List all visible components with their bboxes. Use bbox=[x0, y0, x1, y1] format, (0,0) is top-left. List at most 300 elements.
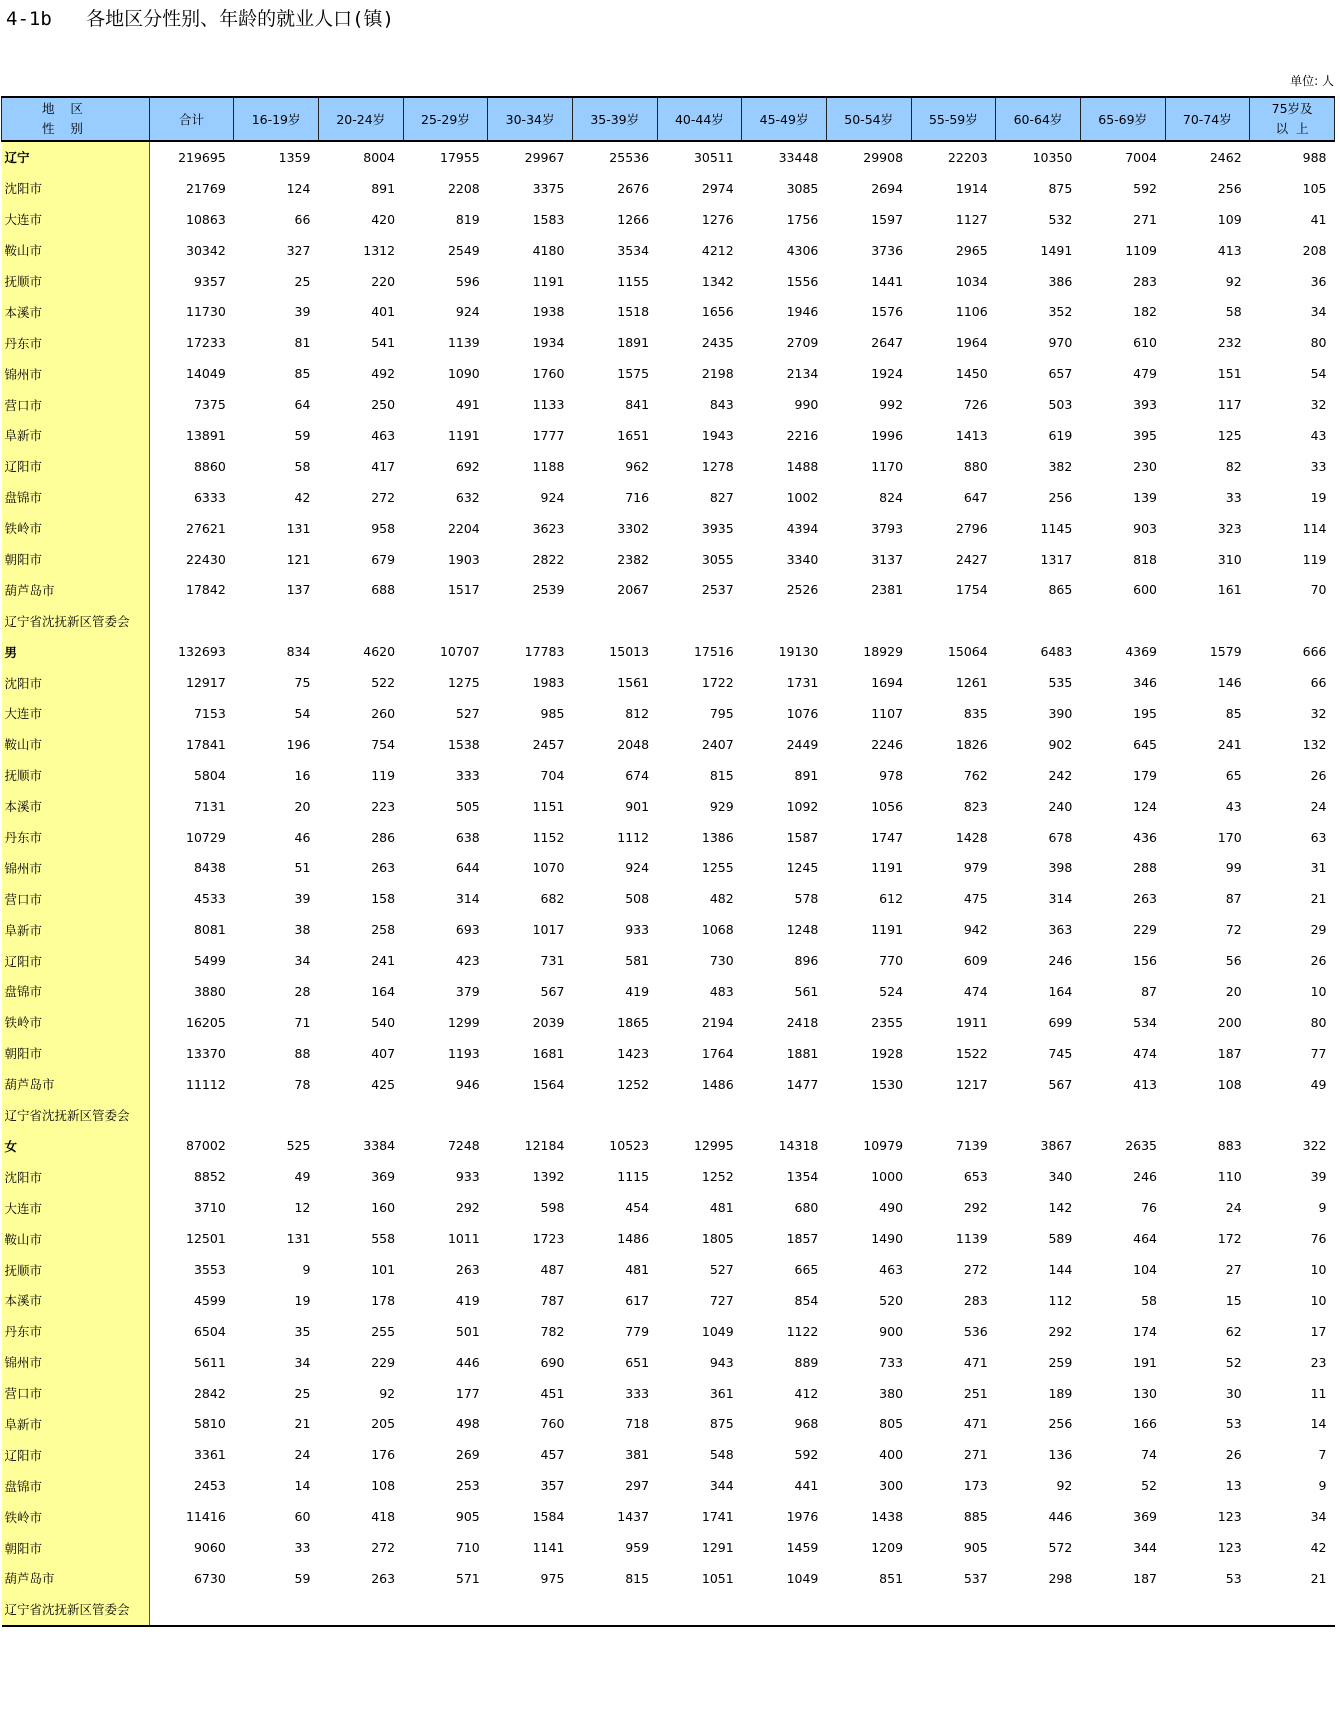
table-cell: 665 bbox=[794, 1262, 819, 1277]
table-cell: 653 bbox=[963, 1169, 988, 1185]
table-cell: 9060 bbox=[193, 1540, 226, 1556]
table-cell: 99 bbox=[1225, 860, 1242, 876]
table-cell: 177 bbox=[455, 1385, 480, 1401]
table-cell: 451 bbox=[540, 1385, 565, 1401]
table-cell: 32 bbox=[1310, 705, 1327, 721]
table-cell: 407 bbox=[371, 1045, 396, 1061]
table-cell: 730 bbox=[709, 953, 734, 969]
table-cell: 988 bbox=[1302, 149, 1327, 165]
table-row bbox=[2, 976, 1335, 1007]
table-cell: 902 bbox=[1048, 736, 1073, 752]
table-cell: 4620 bbox=[363, 644, 396, 660]
table-cell: 567 bbox=[540, 983, 565, 999]
table-cell: 1152 bbox=[532, 829, 565, 845]
table-cell: 880 bbox=[963, 458, 988, 474]
table-cell: 344 bbox=[709, 1478, 734, 1494]
region-name: 大连市 bbox=[2, 1192, 150, 1223]
table-cell: 1881 bbox=[786, 1045, 819, 1061]
table-row bbox=[2, 1532, 1335, 1563]
table-row bbox=[2, 1254, 1335, 1285]
table-cell: 1530 bbox=[871, 1076, 904, 1092]
table-cell: 26 bbox=[1225, 1447, 1242, 1463]
table-cell: 1747 bbox=[871, 829, 904, 845]
table-cell: 123 bbox=[1217, 1540, 1242, 1556]
table-cell: 70 bbox=[1310, 582, 1327, 598]
table-cell: 1017 bbox=[532, 922, 565, 938]
table-cell: 835 bbox=[963, 705, 988, 721]
table-cell: 17783 bbox=[524, 644, 565, 660]
table-cell: 272 bbox=[371, 489, 396, 505]
table-cell: 65 bbox=[1225, 767, 1242, 783]
table-cell: 812 bbox=[625, 705, 650, 721]
table-cell: 166 bbox=[1133, 1416, 1157, 1432]
table-cell: 17842 bbox=[186, 582, 226, 598]
table-cell: 1517 bbox=[447, 582, 480, 598]
table-cell: 1491 bbox=[1040, 242, 1073, 258]
table-cell: 92 bbox=[379, 1385, 396, 1401]
region-name: 女 bbox=[2, 1131, 150, 1162]
table-cell: 1068 bbox=[701, 922, 734, 938]
table-row bbox=[2, 1347, 1335, 1378]
table-cell: 942 bbox=[963, 922, 988, 938]
table-cell: 505 bbox=[455, 798, 480, 814]
table-cell: 413 bbox=[1217, 242, 1242, 258]
region-name: 鞍山市 bbox=[2, 235, 150, 266]
table-cell: 139 bbox=[1133, 489, 1157, 505]
table-cell: 985 bbox=[540, 705, 565, 721]
table-cell: 651 bbox=[625, 1354, 650, 1370]
table-cell: 10 bbox=[1310, 983, 1327, 999]
table-cell: 745 bbox=[1048, 1045, 1073, 1061]
table-cell: 1291 bbox=[701, 1540, 734, 1556]
table-cell: 195 bbox=[1133, 705, 1157, 721]
table-cell: 23 bbox=[1310, 1354, 1327, 1370]
table-cell: 60 bbox=[294, 1509, 311, 1525]
table-cell: 841 bbox=[625, 397, 650, 413]
table-cell: 762 bbox=[963, 767, 988, 783]
table-cell: 933 bbox=[455, 1169, 480, 1185]
table-cell: 146 bbox=[1217, 675, 1242, 691]
table-cell: 344 bbox=[1133, 1540, 1157, 1556]
table-cell: 419 bbox=[455, 1292, 480, 1308]
table-cell: 561 bbox=[794, 983, 819, 999]
gender-header-label: 性 别 bbox=[42, 121, 83, 136]
table-cell: 292 bbox=[963, 1200, 988, 1216]
table-cell: 1034 bbox=[955, 273, 988, 289]
table-cell: 11 bbox=[1310, 1385, 1327, 1401]
table-cell: 255 bbox=[371, 1323, 396, 1339]
table-cell: 1191 bbox=[447, 427, 480, 443]
table-cell: 1139 bbox=[955, 1231, 988, 1247]
table-cell: 1450 bbox=[955, 366, 988, 382]
table-cell: 1252 bbox=[701, 1169, 734, 1185]
table-cell bbox=[1250, 1594, 1335, 1626]
table-cell: 92 bbox=[1225, 273, 1242, 289]
table-cell: 17516 bbox=[693, 644, 734, 660]
table-cell: 1486 bbox=[701, 1076, 734, 1092]
table-cell: 610 bbox=[1133, 335, 1157, 351]
table-cell: 34 bbox=[294, 953, 311, 969]
table-cell: 3340 bbox=[786, 551, 819, 567]
region-name: 营口市 bbox=[2, 389, 150, 420]
table-cell: 124 bbox=[1133, 798, 1157, 814]
table-cell: 323 bbox=[1217, 520, 1242, 536]
table-cell: 172 bbox=[1217, 1231, 1242, 1247]
table-cell: 924 bbox=[455, 304, 480, 320]
table-cell: 2134 bbox=[786, 366, 819, 382]
table-cell: 885 bbox=[963, 1509, 988, 1525]
table-cell: 644 bbox=[455, 860, 480, 876]
table-cell: 7375 bbox=[193, 397, 226, 413]
table-cell: 333 bbox=[625, 1385, 650, 1401]
table-cell: 49 bbox=[1310, 1076, 1327, 1092]
table-cell: 1090 bbox=[447, 366, 480, 382]
table-cell: 1983 bbox=[532, 675, 565, 691]
table-cell: 52 bbox=[1225, 1354, 1242, 1370]
table-cell: 924 bbox=[540, 489, 565, 505]
table-cell: 1127 bbox=[955, 211, 988, 227]
table-cell: 297 bbox=[625, 1478, 650, 1494]
region-name: 辽宁 bbox=[2, 141, 150, 173]
table-cell: 3534 bbox=[617, 242, 650, 258]
table-cell: 41 bbox=[1310, 211, 1327, 227]
table-cell: 475 bbox=[963, 891, 988, 907]
table-cell: 2457 bbox=[532, 736, 565, 752]
table-cell bbox=[318, 605, 403, 636]
table-cell: 619 bbox=[1048, 427, 1073, 443]
table-cell: 818 bbox=[1133, 551, 1157, 567]
page-title: 4-1b 各地区分性别、年龄的就业人口(镇) bbox=[6, 8, 394, 30]
table-cell: 498 bbox=[455, 1416, 480, 1432]
table-cell: 2676 bbox=[617, 180, 650, 196]
table-cell: 110 bbox=[1217, 1169, 1242, 1185]
table-cell: 929 bbox=[709, 798, 734, 814]
table-cell: 558 bbox=[371, 1231, 396, 1247]
region-name: 抚顺市 bbox=[2, 760, 150, 791]
table-cell: 361 bbox=[709, 1385, 734, 1401]
table-cell: 710 bbox=[455, 1540, 480, 1556]
table-cell: 205 bbox=[371, 1416, 396, 1432]
table-cell: 2453 bbox=[193, 1478, 226, 1494]
region-name: 辽阳市 bbox=[2, 1439, 150, 1470]
table-cell: 121 bbox=[286, 551, 311, 567]
table-cell: 14 bbox=[1310, 1416, 1327, 1432]
region-name: 盘锦市 bbox=[2, 482, 150, 513]
table-cell: 38 bbox=[294, 922, 311, 938]
table-cell: 2449 bbox=[786, 736, 819, 752]
table-cell: 4212 bbox=[701, 242, 734, 258]
table-cell: 1777 bbox=[532, 427, 565, 443]
table-cell: 76 bbox=[1141, 1200, 1157, 1216]
table-cell: 24 bbox=[294, 1447, 311, 1463]
table-cell: 503 bbox=[1048, 397, 1073, 413]
table-cell: 1946 bbox=[786, 304, 819, 320]
table-cell: 638 bbox=[455, 829, 480, 845]
table-cell: 1587 bbox=[786, 829, 819, 845]
table-cell: 10 bbox=[1310, 1262, 1327, 1277]
table-cell: 288 bbox=[1133, 860, 1157, 876]
table-cell: 1255 bbox=[701, 860, 734, 876]
table-cell: 322 bbox=[1302, 1138, 1327, 1154]
table-cell: 1477 bbox=[786, 1076, 819, 1092]
table-cell: 827 bbox=[709, 489, 734, 505]
table-cell: 3623 bbox=[532, 520, 565, 536]
region-name: 阜新市 bbox=[2, 420, 150, 451]
table-cell: 779 bbox=[625, 1323, 650, 1339]
table-row bbox=[2, 204, 1335, 235]
table-cell: 490 bbox=[879, 1200, 904, 1216]
table-cell bbox=[1165, 605, 1250, 636]
table-cell: 527 bbox=[709, 1262, 734, 1277]
table-row bbox=[2, 1007, 1335, 1038]
table-cell: 2462 bbox=[1209, 149, 1242, 165]
table-cell: 1756 bbox=[786, 211, 819, 227]
table-cell: 26 bbox=[1310, 953, 1327, 969]
table-cell: 883 bbox=[1217, 1138, 1242, 1154]
table-cell: 1217 bbox=[955, 1076, 988, 1092]
table-row bbox=[2, 1439, 1335, 1470]
table-cell: 2427 bbox=[955, 551, 988, 567]
table-cell: 3361 bbox=[193, 1447, 226, 1463]
table-cell: 1723 bbox=[532, 1231, 565, 1247]
table-cell: 6504 bbox=[193, 1323, 226, 1339]
table-cell: 130 bbox=[1133, 1385, 1157, 1401]
table-cell: 2208 bbox=[447, 180, 480, 196]
table-cell: 731 bbox=[540, 953, 565, 969]
table-cell bbox=[572, 605, 657, 636]
table-cell: 27621 bbox=[186, 520, 226, 536]
table-cell: 230 bbox=[1133, 458, 1157, 474]
table-cell: 3880 bbox=[193, 983, 226, 999]
table-cell: 2796 bbox=[955, 520, 988, 536]
column-header-label: 以 上 bbox=[1275, 121, 1309, 136]
table-cell: 87 bbox=[1141, 983, 1157, 999]
column-header: 合计 bbox=[149, 97, 234, 141]
table-cell: 600 bbox=[1133, 582, 1157, 598]
table-cell: 92 bbox=[1056, 1478, 1073, 1494]
table-cell: 2842 bbox=[193, 1385, 226, 1401]
table-cell: 240 bbox=[1048, 798, 1073, 814]
table-cell bbox=[1250, 1100, 1335, 1131]
region-name: 朝阳市 bbox=[2, 1038, 150, 1069]
region-name: 朝阳市 bbox=[2, 544, 150, 575]
table-cell bbox=[742, 1100, 827, 1131]
region-name: 铁岭市 bbox=[2, 1501, 150, 1532]
table-cell: 3085 bbox=[786, 180, 819, 196]
region-name: 葫芦岛市 bbox=[2, 1069, 150, 1100]
table-cell bbox=[1165, 1594, 1250, 1626]
table-cell: 1193 bbox=[447, 1045, 480, 1061]
table-cell: 12917 bbox=[186, 675, 226, 691]
table-cell: 532 bbox=[1048, 211, 1073, 227]
table-cell: 1538 bbox=[447, 736, 480, 752]
table-cell: 108 bbox=[371, 1478, 396, 1494]
table-cell: 78 bbox=[294, 1076, 311, 1092]
table-cell: 1423 bbox=[617, 1045, 650, 1061]
table-cell: 82 bbox=[1225, 458, 1242, 474]
table-cell: 16205 bbox=[186, 1014, 226, 1030]
table-cell: 1583 bbox=[532, 211, 565, 227]
table-cell: 412 bbox=[794, 1385, 819, 1401]
table-cell: 1437 bbox=[617, 1509, 650, 1525]
table-cell: 310 bbox=[1217, 551, 1242, 567]
table-cell: 246 bbox=[1048, 953, 1073, 969]
table-cell: 471 bbox=[963, 1416, 988, 1432]
table-cell bbox=[911, 1594, 996, 1626]
table-row bbox=[2, 1470, 1335, 1501]
table-cell: 482 bbox=[709, 891, 734, 907]
column-header: 50-54岁 bbox=[826, 97, 911, 141]
table-row bbox=[2, 1192, 1335, 1223]
table-cell: 357 bbox=[540, 1478, 565, 1494]
table-cell: 760 bbox=[540, 1416, 565, 1432]
table-cell: 29908 bbox=[863, 149, 904, 165]
region-name: 男 bbox=[2, 636, 150, 667]
table-cell: 21 bbox=[1310, 891, 1327, 907]
table-cell: 109 bbox=[1217, 211, 1242, 227]
table-cell: 1438 bbox=[871, 1509, 904, 1525]
table-cell: 1651 bbox=[617, 427, 650, 443]
table-cell: 1826 bbox=[955, 736, 988, 752]
table-cell: 501 bbox=[455, 1323, 480, 1339]
table-cell: 1694 bbox=[871, 675, 904, 691]
table-cell: 901 bbox=[625, 798, 650, 814]
table-cell: 85 bbox=[1225, 705, 1242, 721]
column-header: 16-19岁 bbox=[234, 97, 319, 141]
table-cell: 164 bbox=[371, 983, 396, 999]
table-cell: 256 bbox=[1217, 180, 1242, 196]
table-cell: 30 bbox=[1225, 1385, 1242, 1401]
table-cell: 1996 bbox=[871, 427, 904, 443]
table-cell: 241 bbox=[371, 953, 396, 969]
region-name: 阜新市 bbox=[2, 914, 150, 945]
table-cell: 598 bbox=[540, 1200, 565, 1216]
table-cell: 492 bbox=[371, 366, 396, 382]
table-cell: 1584 bbox=[532, 1509, 565, 1525]
table-cell: 1428 bbox=[955, 829, 988, 845]
table-cell: 398 bbox=[1048, 860, 1073, 876]
table-cell bbox=[318, 1100, 403, 1131]
table-cell: 59 bbox=[294, 427, 311, 443]
table-cell: 891 bbox=[794, 767, 819, 783]
table-cell: 256 bbox=[1048, 489, 1073, 505]
table-cell: 1139 bbox=[447, 335, 480, 351]
table-cell: 679 bbox=[371, 551, 396, 567]
table-cell: 11416 bbox=[186, 1509, 226, 1525]
table-cell: 1278 bbox=[701, 458, 734, 474]
table-cell: 300 bbox=[879, 1478, 904, 1494]
table-cell: 219695 bbox=[178, 149, 226, 165]
column-header: 25-29岁 bbox=[403, 97, 488, 141]
table-cell: 3935 bbox=[701, 520, 734, 536]
table-cell: 1488 bbox=[786, 458, 819, 474]
table-cell: 352 bbox=[1048, 304, 1073, 320]
table-cell: 400 bbox=[879, 1447, 904, 1463]
table-cell: 726 bbox=[963, 397, 988, 413]
table-cell: 609 bbox=[963, 953, 988, 969]
table-row bbox=[2, 173, 1335, 204]
table-cell: 1486 bbox=[617, 1231, 650, 1247]
table-cell: 21769 bbox=[186, 180, 226, 196]
table-cell: 733 bbox=[879, 1354, 904, 1370]
table-cell: 10523 bbox=[609, 1138, 650, 1154]
table-cell: 1561 bbox=[617, 675, 650, 691]
table-cell: 2194 bbox=[701, 1014, 734, 1030]
table-row bbox=[2, 945, 1335, 976]
table-cell: 170 bbox=[1217, 829, 1242, 845]
table-cell bbox=[1250, 605, 1335, 636]
table-row bbox=[2, 266, 1335, 297]
table-cell: 63 bbox=[1310, 829, 1327, 845]
table-cell: 6483 bbox=[1040, 644, 1073, 660]
table-cell: 15064 bbox=[947, 644, 988, 660]
table-cell: 9 bbox=[1318, 1200, 1327, 1216]
table-cell: 314 bbox=[1048, 891, 1073, 907]
table-cell: 903 bbox=[1133, 520, 1157, 536]
table-row bbox=[2, 914, 1335, 945]
table-cell: 12184 bbox=[524, 1138, 565, 1154]
table-cell: 1490 bbox=[871, 1231, 904, 1247]
table-cell: 674 bbox=[625, 767, 650, 783]
table-cell bbox=[826, 605, 911, 636]
table-cell: 481 bbox=[709, 1200, 734, 1216]
table-cell: 1276 bbox=[701, 211, 734, 227]
region-name: 朝阳市 bbox=[2, 1532, 150, 1563]
table-cell: 805 bbox=[879, 1416, 904, 1432]
table-cell: 131 bbox=[286, 1231, 311, 1247]
table-cell: 782 bbox=[540, 1323, 565, 1339]
table-cell: 229 bbox=[371, 1354, 396, 1370]
table-cell: 33 bbox=[1225, 489, 1242, 505]
table-cell: 30342 bbox=[186, 242, 226, 258]
table-cell: 1092 bbox=[786, 798, 819, 814]
table-cell: 1056 bbox=[871, 798, 904, 814]
table-cell: 80 bbox=[1310, 1014, 1327, 1030]
table-cell: 1342 bbox=[701, 273, 734, 289]
table-cell: 770 bbox=[879, 953, 904, 969]
table-cell: 962 bbox=[625, 458, 650, 474]
table-row bbox=[2, 1069, 1335, 1100]
table-cell: 1070 bbox=[532, 860, 565, 876]
table-cell bbox=[826, 1594, 911, 1626]
table-cell: 441 bbox=[794, 1478, 819, 1494]
column-header-label: 75岁及 bbox=[1271, 101, 1313, 116]
table-cell: 1145 bbox=[1040, 520, 1073, 536]
table-cell: 436 bbox=[1133, 829, 1157, 845]
table-cell: 1857 bbox=[786, 1231, 819, 1247]
table-cell: 525 bbox=[286, 1138, 311, 1154]
table-row bbox=[2, 358, 1335, 389]
column-header: 70-74岁 bbox=[1165, 97, 1250, 141]
table-cell: 263 bbox=[455, 1262, 480, 1277]
table-cell: 263 bbox=[371, 1570, 396, 1586]
table-cell: 12995 bbox=[693, 1138, 734, 1154]
table-cell: 1122 bbox=[786, 1323, 819, 1339]
column-header: 35-39岁 bbox=[572, 97, 657, 141]
table-cell: 9 bbox=[302, 1262, 311, 1277]
data-table bbox=[1, 96, 1335, 1627]
table-cell: 54 bbox=[1310, 366, 1327, 382]
table-cell: 379 bbox=[455, 983, 480, 999]
table-cell: 5804 bbox=[193, 767, 226, 783]
table-cell: 19130 bbox=[778, 644, 819, 660]
table-cell: 992 bbox=[879, 397, 904, 413]
table-cell: 43 bbox=[1225, 798, 1242, 814]
table-row bbox=[2, 296, 1335, 327]
table-cell: 527 bbox=[455, 705, 480, 721]
table-cell: 2526 bbox=[786, 582, 819, 598]
table-cell: 75 bbox=[294, 675, 311, 691]
